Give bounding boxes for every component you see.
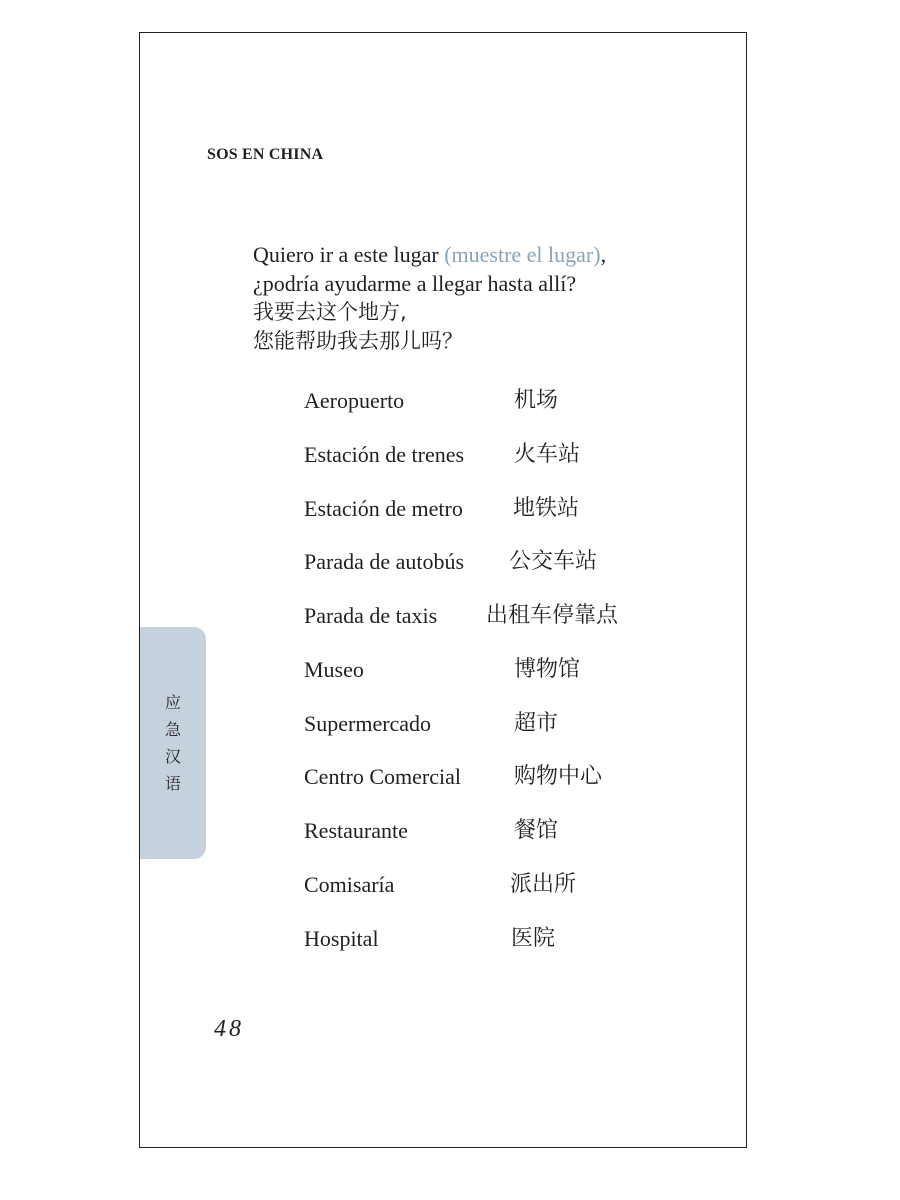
- vocab-row-supermercado: [304, 708, 664, 740]
- running-header: SOS EN CHINA: [207, 146, 324, 163]
- intro-line-1-end: ,: [600, 242, 607, 267]
- vocab-chinese: 火车站: [514, 442, 581, 467]
- page-number: 48: [214, 1016, 244, 1042]
- vocab-row-hospital: [304, 923, 664, 955]
- vocab-chinese: 出租车停靠点: [486, 603, 619, 628]
- intro-hint: (muestre el lugar): [444, 242, 601, 267]
- vocab-spanish: Restaurante: [304, 818, 408, 843]
- page-frame: [139, 32, 747, 1148]
- intro-phrase: [253, 240, 673, 356]
- vocab-row-museo: [304, 654, 664, 686]
- section-tab-char: 语: [164, 774, 181, 793]
- intro-line-4: 您能帮助我去那儿吗？: [253, 329, 463, 353]
- vocab-row-estacion-trenes: [304, 439, 664, 471]
- vocab-row-comisaria: [304, 869, 664, 901]
- section-tab: [140, 627, 206, 859]
- section-tab-char: 应: [164, 693, 181, 712]
- vocab-chinese: 博物馆: [514, 657, 581, 682]
- vocab-chinese: 超市: [514, 711, 559, 736]
- vocab-chinese: 机场: [514, 388, 559, 413]
- vocab-chinese: 医院: [511, 926, 556, 951]
- intro-line-1-text: Quiero ir a este lugar: [253, 242, 445, 267]
- vocab-row-parada-taxis: [304, 600, 664, 632]
- vocab-chinese: 地铁站: [513, 496, 580, 521]
- section-tab-char: 急: [164, 720, 181, 739]
- section-tab-char: 汉: [164, 747, 181, 766]
- vocab-row-estacion-metro: [304, 493, 664, 525]
- vocab-spanish: Museo: [304, 657, 364, 682]
- vocab-spanish: Comisaría: [304, 872, 395, 897]
- vocab-row-restaurante: [304, 815, 664, 847]
- vocab-row-aeropuerto: [304, 385, 664, 417]
- vocab-row-parada-autobus: [304, 546, 664, 578]
- vocab-spanish: Supermercado: [304, 711, 432, 736]
- vocab-spanish: Centro Comercial: [304, 764, 462, 789]
- vocab-chinese: 公交车站: [509, 549, 598, 574]
- vocab-spanish: Estación de metro: [304, 496, 463, 521]
- vocab-spanish: Estación de trenes: [304, 442, 465, 467]
- intro-line-2: ¿podría ayudarme a llegar hasta allí?: [253, 271, 577, 296]
- intro-line-1: [253, 240, 673, 269]
- vocab-spanish: Parada de autobús: [304, 549, 465, 574]
- vocab-chinese: 餐馆: [514, 818, 559, 843]
- vocab-spanish: Aeropuerto: [304, 388, 405, 413]
- vocab-spanish: Parada de taxis: [304, 603, 438, 628]
- intro-line-3: 我要去这个地方,: [253, 300, 407, 324]
- vocab-chinese: 派出所: [510, 872, 577, 897]
- vocab-row-centro-comercial: [304, 761, 664, 793]
- vocab-chinese: 购物中心: [514, 764, 603, 789]
- vocab-spanish: Hospital: [304, 926, 379, 951]
